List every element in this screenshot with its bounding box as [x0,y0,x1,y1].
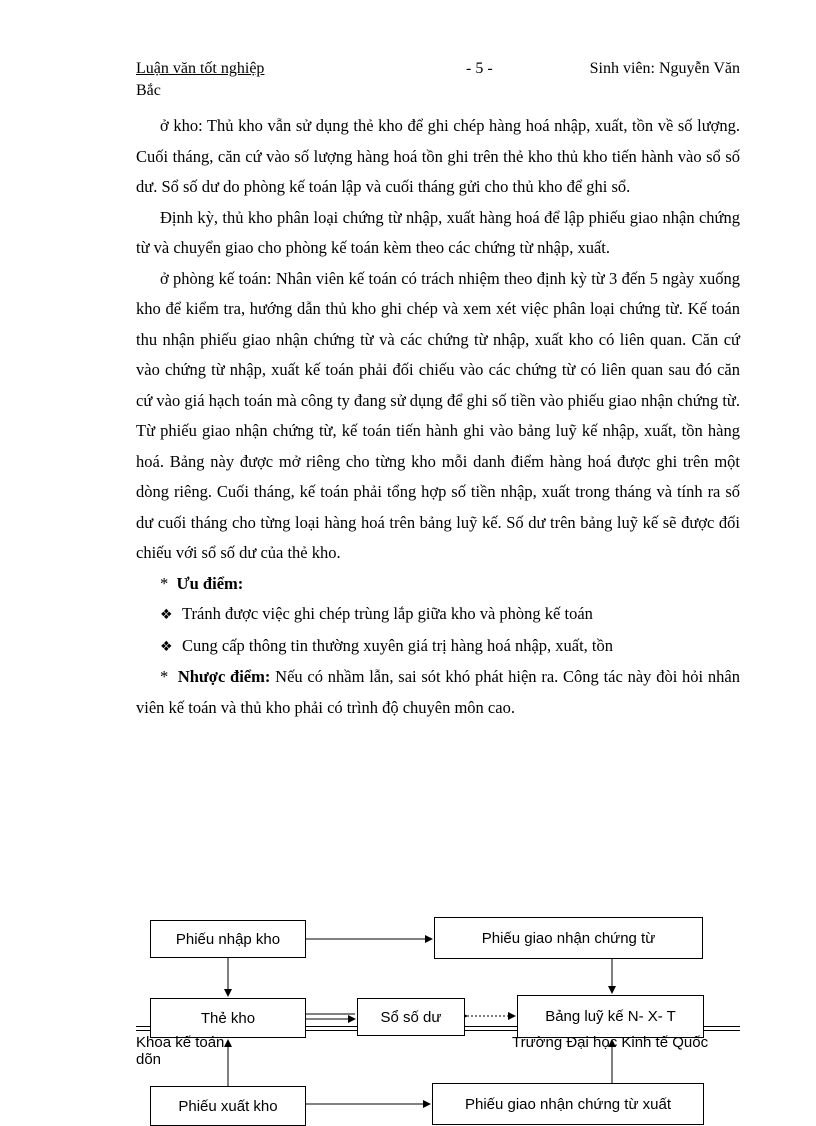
so-so-du-box: Sổ số dư [357,998,465,1036]
the-kho-box: Thẻ kho [150,998,306,1038]
phieu-nhap-kho-box: Phiếu nhập kho [150,920,306,958]
disadvantages-title: Nhược điểm: [177,667,271,686]
advantage-item: ❖ Cung cấp thông tin thường xuyên giá trị hàng hoá nhập, xuất, tồn [136,631,740,663]
page-number: - 5 - [466,60,493,77]
diamond-bullet-icon: ❖ [160,607,173,623]
phieu-giao-nhan-xuat-box: Phiếu giao nhận chứng từ xuất [432,1083,704,1125]
paragraph-warehouse: ở kho: Thủ kho vẫn sử dụng thẻ kho để ghi chép hàng hoá nhập, xuất, tồn về số lượng. Cuối tháng, căn cứ vào số lượng hàng hoá tồn ghi trên thẻ kho thủ kho tiến hành vào sổ số dư. Sổ số dư do phòng kế toán lập và cuối tháng gửi cho thủ kho để ghi sổ. [136,116,740,196]
advantage-marker: * [160,573,169,593]
phieu-xuat-kho-box: Phiếu xuất kho [150,1086,306,1126]
phieu-giao-nhan-nhap-box: Phiếu giao nhận chứng từ [434,917,703,959]
advantage-item: ❖ Tránh được việc ghi chép trùng lắp giữa kho và phòng kế toán [136,599,740,631]
footer-faculty [136,1034,224,1068]
footer-university: Trường Đại học Kinh tế Quốc [512,1034,709,1051]
bang-luy-ke-box: Bảng luỹ kế N- X- T [517,995,704,1038]
disadvantages-text: Nếu có nhầm lẫn, sai sót khó phát hiện ra. Công tác này đòi hỏi nhân viên kế toán và thủ kho phải có trình độ chuyên môn cao. [136,667,740,717]
header-title: Luận văn tốt nghiệp [136,60,265,77]
paragraph-accounting: ở phòng kế toán: Nhân viên kế toán có trách nhiệm theo định kỳ từ 3 đến 5 ngày xuống kho để kiểm tra, hướng dẫn thủ kho ghi chép và xem xét việc phân loại chứng từ. Kế toán thu nhận phiếu giao nhận chứng từ và các chứng từ nhập, xuất kho có liên quan. Căn cứ vào chứng từ nhập, xuất kế toán phải đối chiếu vào các chứng từ có liên quan sau đó căn cứ vào giá hạch toán mà công ty đang sử dụng để ghi số tiền vào phiếu giao nhận chứng từ. Từ phiếu giao nhận chứng từ, kế toán tiến hành ghi vào bảng luỹ kế nhập, xuất, tồn hàng hoá. Bảng này được mở riêng cho từng kho mỗi danh điểm hàng hoá được ghi trên một dòng riêng. Cuối tháng, kế toán phải tổng hợp số tiền nhập, xuất trong tháng và tính ra số dư cuối tháng cho từng loại hàng hoá trên bảng luỹ kế. Số dư trên bảng luỹ kế sẽ được đối chiếu với sổ số dư của thẻ kho. [136,268,740,562]
disadvantage-marker: * [160,667,169,686]
header-author: Sinh viên: Nguyễn Văn [589,60,740,77]
footer-faculty-line2: dõn [136,1051,162,1068]
diamond-bullet-icon: ❖ [160,638,173,655]
header-author-continuation: Bắc [136,82,161,99]
paragraph-periodic: Định kỳ, thủ kho phân loại chứng từ nhập, xuất hàng hoá để lập phiếu giao nhận chứng từ và chuyển giao cho phòng kế toán kèm theo các chứng từ nhập, xuất. [136,207,740,257]
footer-faculty-line1: Khoa kế toán [136,1034,225,1051]
advantages-title: Ưu điểm: [176,573,244,593]
